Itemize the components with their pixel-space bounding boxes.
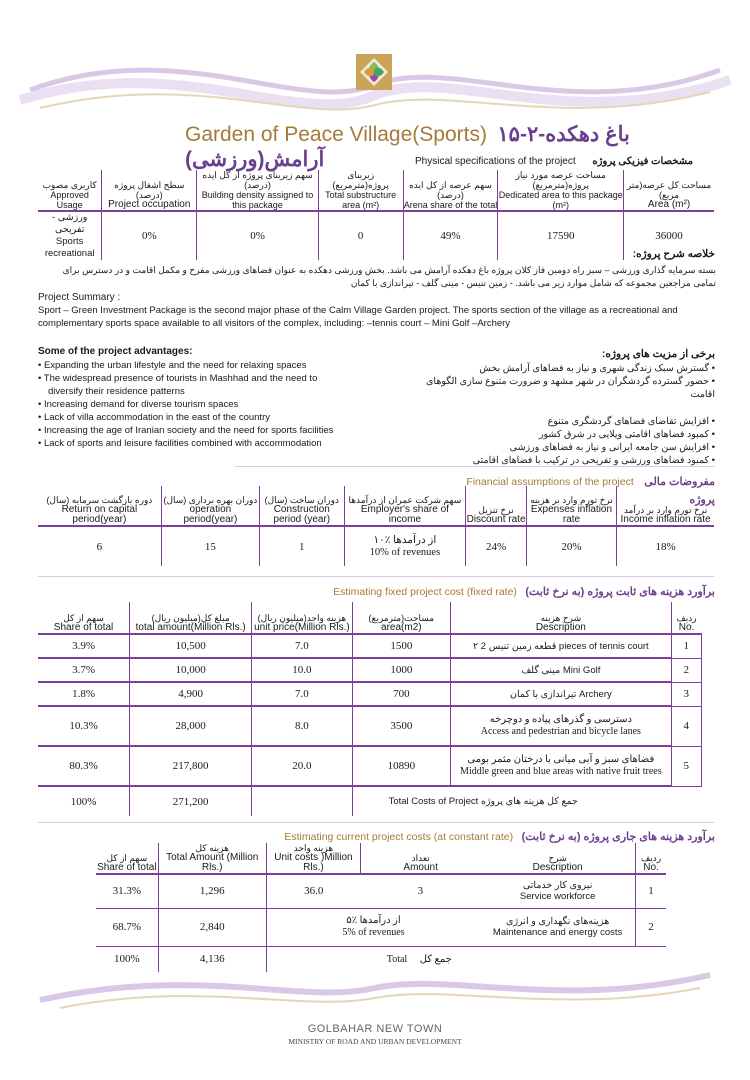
table-row: 68.7% 2,840 ۵٪ از درآمدها 5% of revenues هزینه‌های نگهداری و انرژی Maintenance and energy costs 2 [96,908,666,946]
advantage-fa-item: • کمبود فضاهای ورزشی و تفریحی در ترکیب با فضاهای اقامتی [472,455,715,466]
page-title-fa: ۱۵-۲-باغ دهکده آرامش(ورزشی) [185,123,630,171]
summary-text-en-2: complementary sports space available to all visitors of the complex, including: –tennis court – Mini Golf –Archery [38,318,511,329]
current-title-rule [38,822,714,823]
advantage-en-item: • Expanding the urban lifestyle and the need for relaxing spaces [38,360,307,371]
col-employer-share: سهم شرکت عمران از درآمدها Employer's share of income [344,486,466,526]
expense-inflation-value: 20% [526,526,616,566]
footer-subtitle: MINISTRY OF ROAD AND URBAN DEVELOPMENT [288,1037,462,1046]
col-unit-cost: هزینه واحد Unit costs )Million Rls.) [266,843,360,874]
fixed-title-fa: برآورد هزینه های ثابت پروژه (به نرخ ثابت) [525,586,715,598]
summary-text-fa-1: بسته سرمایه گذاری ورزشی – سبز راه دومین فاز کلان پروژه باغ دهکده آرامش می باشد. بخش ورزشی دهکده به عنوان فضاهای ورزشی مفرح و مکمل اقامت و در دسترس برای [62,265,716,275]
advantage-fa-item: • کمبود فضاهای اقامتی ویلایی در شرق کشور [538,429,715,440]
physical-title-fa: مشخصات فیزیکی پروژه [592,156,693,167]
employer-share-value: ۱۰٪ از درآمدها 10% of revenues [344,526,466,566]
table-row: 1.8% 4,900 7.0 700 تیراندازی با کمان Archery 3 [38,682,702,706]
advantage-en-item: • The widespread presence of tourists in Mashhad and the need to diversify their residence patterns [38,373,318,397]
summary-text-fa-2: تمامی مراجعین مجموعه که شامل موارد زیر می باشد. - زمین تنیس - مینی گلف - تیراندازی با کمان [350,278,716,288]
fixed-title-rule [38,576,714,577]
col-operation-period: دوران بهره برداری (سال) operation period(year) [161,486,259,526]
col-return-period: دوره بازگشت سرمایه (سال) Return on capital period(year) [38,486,161,526]
financial-title-fa: مفروضات مالی پروژه [644,476,715,506]
advantage-fa-item: • افزایش سن جامعه ایرانی و نیاز به فضاهای ورزشی [509,442,715,453]
construction-period-value: 1 [260,526,345,566]
return-period-value: 6 [38,526,161,566]
col-area: مساحت(مترمربع) area(m2) [352,602,451,634]
page-title-en: Garden of Peace Village(Sports) [185,123,487,146]
discount-rate-value: 24% [466,526,527,566]
col-building-density: سهم زیربنای پروژه از کل ایده (درصد) Building density assigned to this package [197,170,319,211]
dedicated-area-value: 17590 [498,211,624,260]
operation-period-value: 15 [161,526,259,566]
total-row: 100% 271,200 Total Costs of Project جمع کل هزینه های پروژه [38,786,702,816]
financial-table [38,486,714,566]
summary-text-en-1: Sport – Green Investment Package is the second major phase of the Calm Village Garden project. The sports section of the village as a recreational and [38,305,678,316]
advantage-en-item: • Lack of villa accommodation in the east of the country [38,412,270,423]
financial-title-rule [235,466,715,467]
col-total-amount: هزینه کل Total Amount (Million Rls.) [158,843,266,874]
col-no: ردیف No. [671,602,701,634]
table-row: 10.3% 28,000 8.0 3500 دسترسی و گذرهای پیاده و دوچرخه Access and pedestrian and bicycle lanes 4 [38,706,702,746]
table-row: 3.7% 10,000 10.0 1000 مینی گلف Mini Golf 2 [38,658,702,682]
summary-title-fa: خلاصه شرح پروژه: [632,248,715,260]
col-no: ردیف No. [636,843,666,874]
physical-table [38,170,714,260]
fixed-cost-table [38,602,702,816]
area-value: 36000 [655,230,683,242]
current-title-fa: برآورد هزینه های جاری پروژه (به نرخ ثابت) [521,831,715,843]
table-row: 3.9% 10,500 7.0 1500 ۲ قطعه زمین تنیس 2 pieces of tennis court 1 [38,634,702,658]
col-amount: تعداد Amount [361,843,481,874]
current-cost-table [96,843,666,972]
financial-title-en: Financial assumptions of the project [466,476,634,488]
fixed-title-en: Estimating fixed project cost (fixed rate) [333,586,517,598]
logo [354,52,394,92]
current-title-en: Estimating current project costs (at constant rate) [284,831,514,843]
advantage-en-item: • Lack of sports and leisure facilities combined with accommodation [38,438,322,449]
col-description: شرح Description [480,843,635,874]
advantage-en-item: • Increasing demand for diverse tourism spaces [38,399,239,410]
col-share: سهم از کل Share of total [38,602,130,634]
total-row: 100% 4,136 Total جمع کل [96,946,666,972]
advantages-title-fa: برخی از مزیت های پروژه: [601,348,715,360]
col-construction-period: دوران ساخت (سال) Construction period (year) [260,486,345,526]
footer-title: GOLBAHAR NEW TOWN [307,1023,443,1035]
advantage-en-item: • Increasing the age of Iranian society and the need for sports facilities [38,425,334,436]
col-share: سهم از کل Share of total [96,843,158,874]
income-inflation-value: 18% [655,540,676,553]
col-dedicated-area: مساحت عرصه مورد نیاز پروژه(مترمربع) Dedicated area to this package (m²) [498,170,623,210]
footer-swirl [0,960,750,1020]
fixed-title [300,582,715,600]
col-expense-inflation: نرخ تورم وارد بر هزینه Expenses inflation rate [526,486,616,526]
col-total-amount: مبلغ کل(میلیون ریال) total amount(Million Rls.) [130,602,252,634]
usage-cell: ورزشی - تفریحی Sports recreational [38,211,102,260]
col-occupation: سطح اشغال پروژه (درصد) Project occupation [102,170,197,211]
advantages-list-en [38,359,348,450]
col-area: مساحت کل عرصه(متر مربع) Area (m²) [626,180,712,210]
col-description: شرح هزینه Description [451,602,672,634]
density-value: 0% [197,211,319,260]
advantage-fa-item: • حضور گسترده گردشگران در شهر مشهد و ضرورت متنوع سازی الگوهای اقامت [426,376,715,400]
physical-title-en: Physical specifications of the project [415,156,576,167]
table-row: 31.3% 1,296 36.0 3 نیروی کار خدماتی Service workforce 1 [96,874,666,908]
col-arena-share: سهم عرصه از کل ایده (درصد) Arena share of the total [403,170,498,211]
arena-share-value: 49% [403,211,498,260]
advantage-fa-item: • افزایش تقاضای فضاهای گردشگری متنوع [547,416,715,427]
col-discount-rate: نرخ تنزیل Discount rate [466,486,527,526]
table-row: 80.3% 217,800 20.0 10890 فضاهای سبز و آبی میانی با درختان مثمر بومی Middle green and blue areas with native fruit trees 5 [38,746,702,786]
col-unit-price: هزینه واحد(میلیون ریال) unit price(Million Rls.) [252,602,352,634]
substructure-value: 0 [318,211,403,260]
col-approved-usage: کاربری مصوب Approved Usage [38,170,102,211]
col-income-inflation: نرخ تورم وارد بر درآمد Income inflation rate [620,505,711,525]
summary-title-en: Project Summary : [38,292,121,303]
occupation-value: 0% [102,211,197,260]
physical-title [415,156,715,170]
advantage-fa-item: • گسترش سبک زندگی شهری و نیاز به فضاهای آرامش بخش [479,363,715,374]
advantages-list-fa [400,362,715,467]
advantages-title-en: Some of the project advantages: [38,346,193,357]
col-substructure: زیربنای پروژه(مترمربع) Total substructure area (m²) [318,170,403,211]
